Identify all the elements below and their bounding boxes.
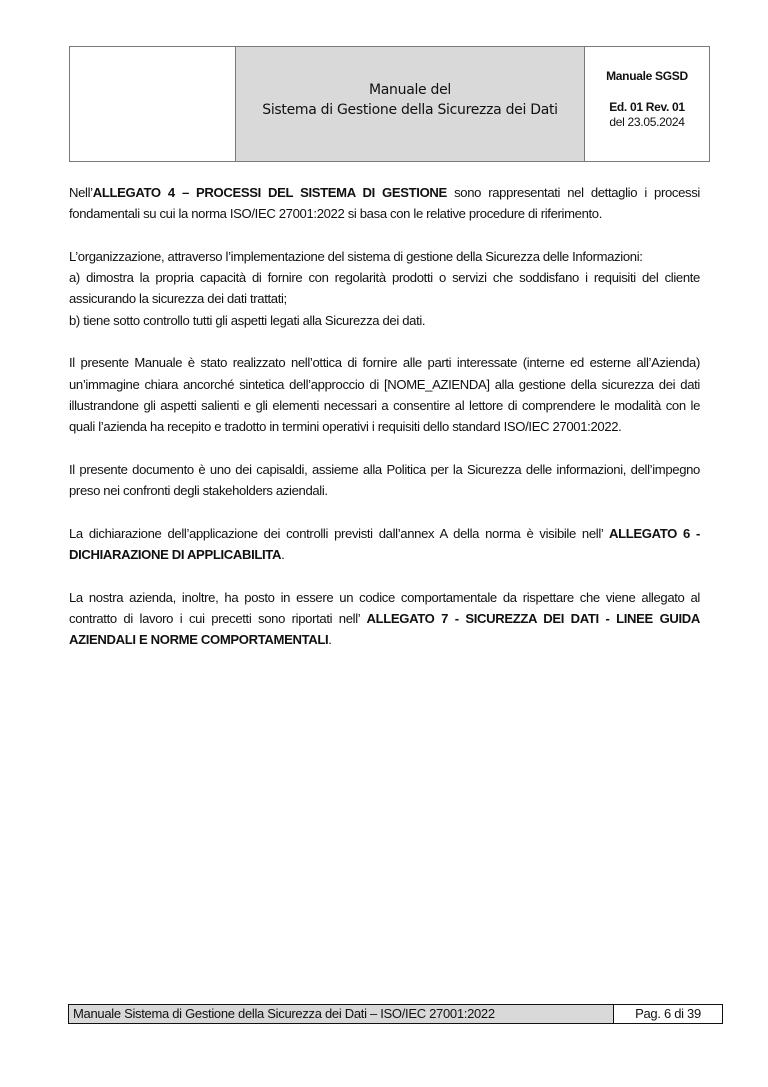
organization-intro: L’organizzazione, attraverso l’implementazione del sistema di gestione della Sicurezza delle Informazioni: bbox=[69, 248, 643, 264]
header-table bbox=[69, 46, 710, 162]
allegato-6-reference: ALLEGATO 6 - DICHIARAZIONE DI APPLICABILITA bbox=[69, 525, 700, 563]
paragraph-allegato-4 bbox=[69, 182, 700, 225]
list-item-b: b) tiene sotto controllo tutti gli aspetti legati alla Sicurezza dei dati. bbox=[69, 312, 426, 328]
header-meta-cell bbox=[585, 47, 709, 161]
text: . bbox=[328, 632, 332, 648]
allegato-4-reference: ALLEGATO 4 – PROCESSI DEL SISTEMA DI GESTIONE bbox=[92, 185, 447, 200]
body-text bbox=[69, 182, 700, 672]
allegato-7-reference: ALLEGATO 7 - SICUREZZA DEI DATI - LINEE GUIDA AZIENDALI E NORME COMPORTAMENTALI bbox=[69, 610, 701, 648]
header-title-line1: Manuale del bbox=[368, 82, 452, 98]
revision-date: del 23.05.2024 bbox=[609, 115, 685, 129]
text: sono rappresentati nel dettaglio i processi fondamentali su cui la norma ISO/IEC 27001:2022 si basa con le relative procedure di riferimento. bbox=[69, 185, 700, 222]
text: Nell’ bbox=[69, 185, 93, 200]
paragraph-organization bbox=[69, 246, 700, 331]
header-title-line2: Sistema di Gestione della Sicurezza dei Dati bbox=[262, 102, 558, 118]
footer-table bbox=[68, 1004, 723, 1024]
logo-cell bbox=[70, 47, 236, 161]
page-number: Pag. 6 di 39 bbox=[614, 1005, 722, 1023]
edition-revision: Ed. 01 Rev. 01 bbox=[609, 100, 685, 114]
text: La dichiarazione dell’applicazione dei controlli previsti dall’annex A della norma è visibile nell’ bbox=[69, 525, 610, 541]
footer-title: Manuale Sistema di Gestione della Sicurezza dei Dati – ISO/IEC 27001:2022 bbox=[69, 1005, 614, 1023]
paragraph-allegato-7 bbox=[69, 587, 700, 651]
text: . bbox=[281, 547, 285, 563]
list-item-a: a) dimostra la propria capacità di fornire con regolarità prodotti o servizi che soddisfano i requisiti del cliente assicurando la sicurezza dei dati trattati; bbox=[69, 270, 700, 307]
paragraph-cornerstone: Il presente documento è uno dei capisaldi, assieme alla Politica per la Sicurezza delle informazioni, dell’impegno preso nei confronti degli stakeholders aziendali. bbox=[69, 461, 700, 499]
text: La nostra azienda, inoltre, ha posto in essere un codice comportamentale da rispettare che viene allegato al contratto di lavoro i cui precetti sono riportati nell’ bbox=[69, 589, 700, 626]
header-title-cell bbox=[236, 47, 585, 161]
paragraph-allegato-6 bbox=[69, 523, 700, 566]
paragraph-manual-purpose: Il presente Manuale è stato realizzato nell’ottica di fornire alle parti interessate (interne ed esterne all’Azienda) un’immagine chiara ancorché sintetica dell’approccio di [NOME_AZIENDA] alla gestione della sicurezza dei dati illustrandone gli aspetti salienti e gli elementi necessari a consentire al lettore di comprendere le modalità con le quali l’azienda ha recepito e tradotto in termini operativi i requisiti dello standard ISO/IEC 27001:2022. bbox=[69, 355, 700, 435]
doc-code: Manuale SGSD bbox=[606, 69, 688, 83]
